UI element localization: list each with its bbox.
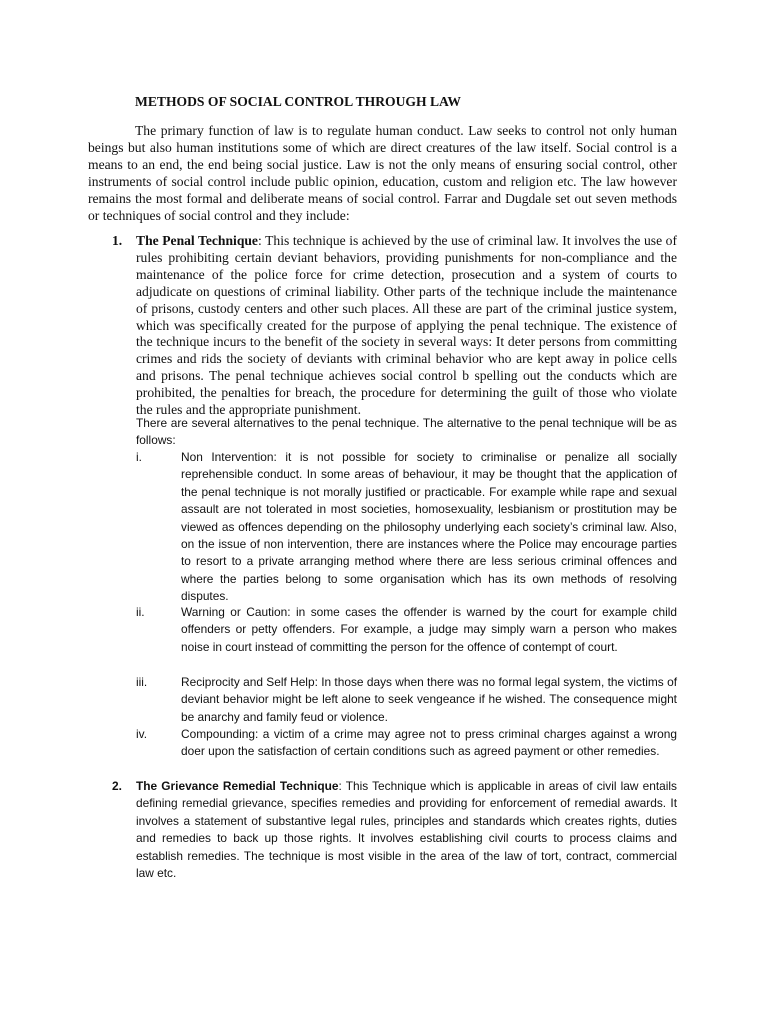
roman-numeral: iv. bbox=[136, 727, 148, 741]
item-body bbox=[136, 778, 677, 882]
alternatives-intro: There are several alternatives to the penal technique. The alternative to the penal technique will be as follows: bbox=[136, 416, 677, 448]
item-text: : This technique is achieved by the use of criminal law. It involves the use of rules prohibiting certain deviant behaviors, providing punishments for non-compliance and the maintenance of the police force for crime detection, prosecution and a system of courts to adjudicate on questions of criminal liability. Other parts of the technique include the maintenance of prisons, custody centers and other such places. All these are part of the criminal justice system, which was specifically created for the purpose of applying the penal technique. The existence of the technique incurs to the benefit of the society in several ways: It deter persons from committing crimes and rids the society of deviants with criminal behavior who are kept away in police cells and prisons. The penal technique achieves social control b spelling out the conducts which are prohibited, the penalties for breach, the procedure for determining the guilt of those who violate the rules and the appropriate punishment. bbox=[136, 233, 678, 418]
list-item-grievance-remedial-technique bbox=[112, 778, 677, 882]
item-number: 1. bbox=[112, 233, 123, 248]
item-heading: The Grievance Remedial Technique bbox=[136, 779, 339, 793]
list-item-penal-technique bbox=[88, 233, 677, 419]
alternative-text: Non Intervention: it is not possible for society to criminalise or penalize all socially reprehensible conduct. In some areas of behaviour, it may be thought that the application of the penal technique is not morally justified or practicable. For example while rape and sexual assault are not tolerated in most societies, homosexuality, lesbianism or prostitution may be viewed as offences depending on the philosophy underlying each society’s criminal law. Also, on the issue of non intervention, there are instances where the Police may encourage parties to resort to a private arranging method where there are less serious criminal offences and where the parties belong to some organisation which has its own methods of resolving disputes. bbox=[181, 450, 677, 604]
roman-numeral: iii. bbox=[136, 675, 148, 689]
alternative-item bbox=[136, 449, 677, 606]
alternative-text: Warning or Caution: in some cases the offender is warned by the court for example child offenders or petty offenders. For example, a judge may simply warn a person who makes noise in court instead of committing the person for the offence of contempt of court. bbox=[181, 605, 677, 654]
alternative-item bbox=[136, 726, 677, 761]
alternative-item bbox=[136, 674, 677, 726]
roman-numeral: i. bbox=[136, 450, 142, 464]
item-body bbox=[136, 233, 677, 419]
alternative-text: Reciprocity and Self Help: In those days when there was no formal legal system, the victims of deviant behavior might be left alone to seek vengeance if he wished. The consequence might be anarchy and family feud or violence. bbox=[181, 675, 677, 724]
alternative-item bbox=[136, 604, 677, 656]
intro-paragraph: The primary function of law is to regulate human conduct. Law seeks to control not only human beings but also human institutions some of which are direct creatures of the law itself. Social control is a means to an end, the end being social justice. Law is not the only means of ensuring social control, other instruments of social control include public opinion, education, custom and religion etc. The law however remains the most formal and deliberate means of social control. Farrar and Dugdale set out seven methods or techniques of social control and they include: bbox=[88, 123, 677, 223]
roman-numeral: ii. bbox=[136, 605, 145, 619]
page-title: METHODS OF SOCIAL CONTROL THROUGH LAW bbox=[135, 94, 461, 109]
item-text: : This Technique which is applicable in areas of civil law entails defining remedial grievance, specifies remedies and providing for enforcement of remedial awards. It involves a statement of substantive legal rules, principles and standards which creates rights, duties and remedies to back up those rights. It involves establishing civil courts to process claims and establish remedies. The technique is most visible in the area of the law of tort, contract, commercial law etc. bbox=[136, 779, 677, 881]
item-heading: The Penal Technique bbox=[136, 233, 258, 248]
alternative-text: Compounding: a victim of a crime may agree not to press criminal charges against a wrong doer upon the satisfaction of certain conditions such as agreed payment or other remedies. bbox=[181, 727, 677, 759]
item-number: 2. bbox=[112, 779, 122, 793]
